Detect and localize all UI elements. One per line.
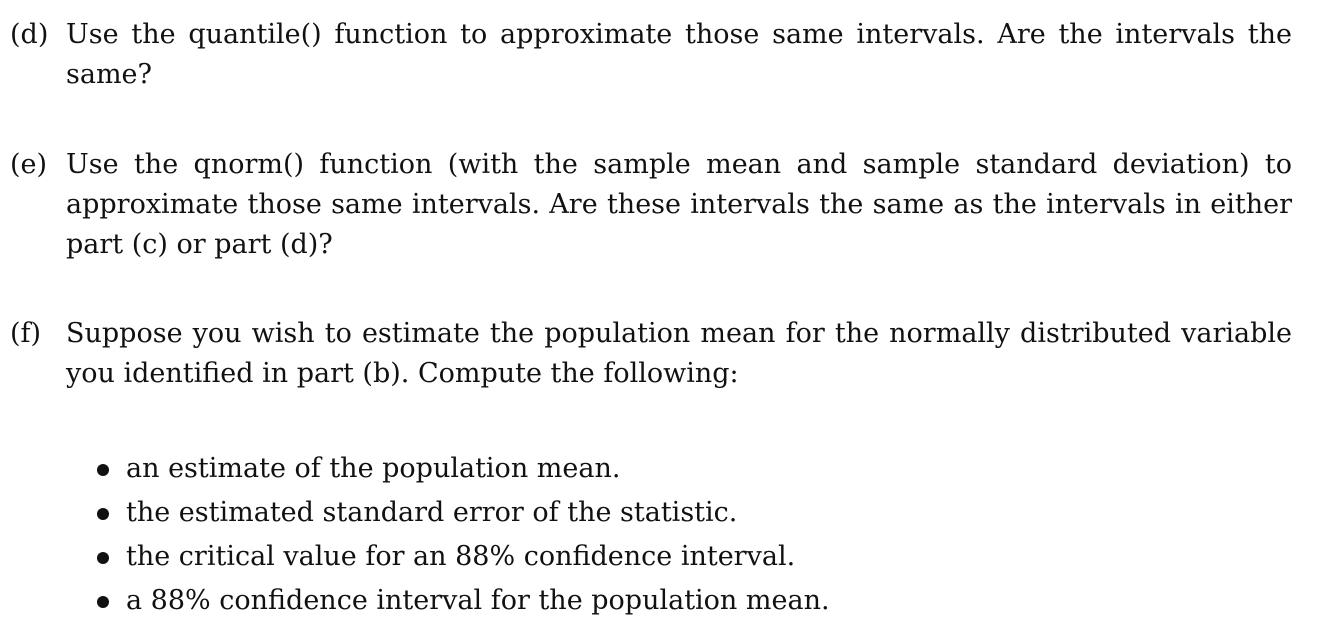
- bullet-item: [94, 535, 830, 579]
- bullet-text: the estimated standard error of the statistic.: [126, 497, 738, 528]
- text-line: you identified in part (b). Compute the following:: [66, 358, 739, 389]
- part-label: (e): [10, 149, 48, 180]
- question-text: [66, 314, 1292, 394]
- bullet-dot-icon: [97, 508, 109, 520]
- text-line: part (c) or part (d)?: [66, 229, 333, 260]
- text-line: Suppose you wish to estimate the population mean for the normally distributed variable: [66, 318, 1292, 349]
- part-label: (f): [10, 318, 42, 349]
- bullet-dot-icon: [97, 464, 109, 476]
- bullet-item: [94, 447, 830, 491]
- question-part-e: [10, 145, 1292, 265]
- bullet-text: an estimate of the population mean.: [126, 453, 621, 484]
- bullet-list: [94, 447, 830, 623]
- part-label: (d): [10, 19, 49, 50]
- bullet-dot-icon: [97, 596, 109, 608]
- question-text: [66, 145, 1292, 265]
- bullet-item: [94, 579, 830, 623]
- bullet-item: [94, 491, 830, 535]
- bullet-text: a 88% confidence interval for the population mean.: [126, 585, 830, 616]
- bullet-dot-icon: [97, 552, 109, 564]
- text-line: approximate those same intervals. Are these intervals the same as the intervals in either: [66, 189, 1292, 220]
- bullet-text: the critical value for an 88% confidence interval.: [126, 541, 796, 572]
- text-line: Use the qnorm() function (with the sample mean and sample standard deviation) to: [66, 149, 1292, 180]
- question-text: [66, 15, 1292, 95]
- text-line: same?: [66, 59, 153, 90]
- question-part-f: [10, 314, 1292, 394]
- text-line: Use the quantile() function to approximate those same intervals. Are the intervals the: [66, 19, 1292, 50]
- question-part-d: [10, 15, 1292, 95]
